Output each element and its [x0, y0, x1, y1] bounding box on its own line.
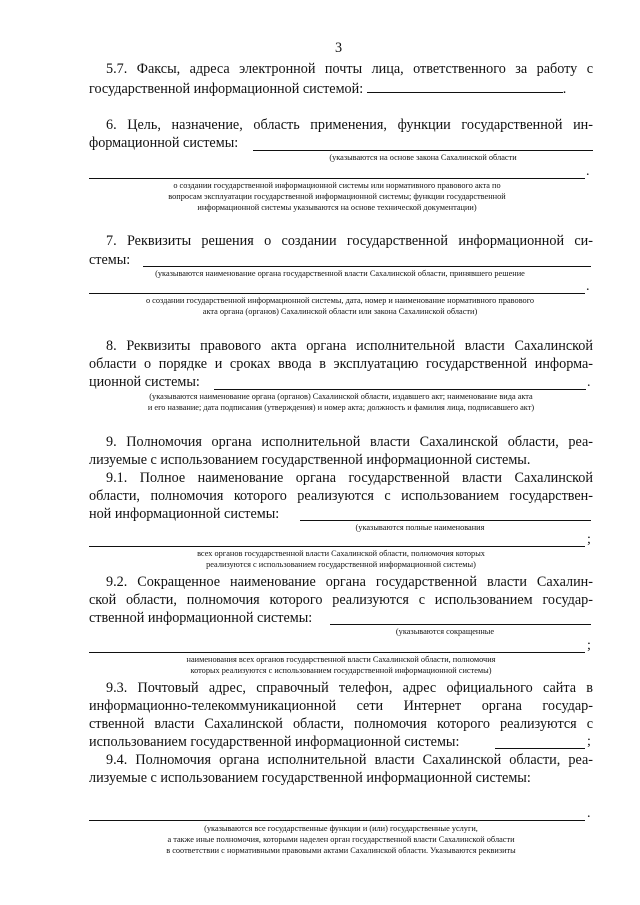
purpose-field-line-1[interactable] [253, 150, 593, 151]
section-7-end-punct: . [586, 279, 590, 294]
section-9-3-line-3: ственной власти Сахалинской области, полномочия которого реализуются с [89, 716, 593, 732]
section-9-4-line-1: 9.4. Полномочия органа исполнительной власти Сахалинской области, реа- [106, 752, 593, 768]
section-9-2-caption-1: (указываются сокращенные [395, 627, 495, 636]
section-7-line-1: 7. Реквизиты решения о создании государственной информационной си- [106, 233, 593, 249]
section-9-2-caption-2a: наименования всех органов государственной власти Сахалинской области, полномочия [186, 655, 496, 664]
section-9-1-caption-2b: реализуются с использованием государственной информационной системы) [206, 560, 476, 569]
section-9-1-caption-1: (указываются полные наименования [355, 523, 485, 532]
fax-email-field[interactable] [367, 80, 563, 93]
section-9-1-line-2: области, полномочия которого реализуются с использованием государствен- [89, 488, 593, 504]
decision-field-line-2[interactable] [89, 293, 585, 294]
section-9-3-line-1: 9.3. Почтовый адрес, справочный телефон, адрес официального сайта в [106, 680, 593, 696]
section-6-caption-2b: вопросам эксплуатации государственной информационной системы; функции государственной [168, 192, 506, 201]
legal-act-field-line[interactable] [214, 389, 586, 390]
section-8-line-2: области о порядке и сроках ввода в эксплуатацию государственной информа- [89, 356, 593, 372]
section-9-2-end-punct: ; [587, 638, 591, 653]
section-6-caption-2a: о создании государственной информационной системы или нормативного правового акта по [173, 181, 501, 190]
decision-field-line-1[interactable] [143, 266, 591, 267]
section-9-4-caption-1b: а также иные полномочия, которыми наделен орган государственной власти Сахалинской области [167, 835, 515, 844]
section-9-2-caption-2b: которых реализуются с использованием государственной информационной системы) [190, 666, 492, 675]
section-9-4-end-punct: . [587, 806, 591, 821]
section-9-2-line-3: ственной информационной системы: [89, 610, 313, 626]
section-8-caption-1b: и его название; дата подписания (утверждения) и номер акта; должность и фамилия лица, подписавшего акт) [147, 403, 535, 412]
section-9-line-2: лизуемые с использованием государственной информационной системы. [89, 452, 531, 468]
section-5-7-line-1: 5.7. Факсы, адреса электронной почты лица, ответственного за работу с [106, 61, 593, 77]
section-6-line-2: формационной системы: [89, 135, 239, 151]
purpose-field-line-2[interactable] [89, 178, 585, 179]
section-7-caption-1: (указываются наименование органа государственной власти Сахалинской области, принявшего решение [155, 269, 525, 278]
section-6-caption-1: (указываются на основе закона Сахалинской области [329, 153, 517, 162]
section-9-2-line-2: ской области, полномочия которого реализуются с использованием государ- [89, 592, 593, 608]
section-9-3-end-punct: ; [587, 734, 591, 749]
section-9-4-line-2: лизуемые с использованием государственной информационной системы: [89, 770, 531, 786]
section-9-3-line-4: использованием государственной информационной системы: [89, 734, 460, 750]
section-8-line-3: ционной системы: [89, 374, 200, 390]
section-8-line-1: 8. Реквизиты правового акта органа исполнительной власти Сахалинской [106, 338, 593, 354]
section-9-1-line-3: ной информационной системы: [89, 506, 280, 522]
section-6-line-1: 6. Цель, назначение, область применения, функции государственной ин- [106, 117, 593, 133]
section-9-1-end-punct: ; [587, 532, 591, 547]
section-8-caption-1a: (указываются наименование органа (органов) Сахалинской области, издавшего акт; наименование вида акта [149, 392, 533, 401]
full-name-field-line-1[interactable] [300, 520, 591, 521]
page-number: 3 [335, 40, 343, 56]
section-9-3-line-2: информационно-телекоммуникационной сети Интернет органа государ- [89, 698, 593, 714]
section-7-caption-2a: о создании государственной информационной системы, дата, номер и наименование нормативного правового [145, 296, 535, 305]
full-name-field-line-2[interactable] [89, 546, 585, 547]
section-6-end-punct: . [586, 164, 590, 179]
section-8-end-punct: . [587, 375, 591, 390]
section-7-caption-2b: акта органа (органов) Сахалинской области или закона Сахалинской области) [202, 307, 478, 316]
section-6-caption-2c: информационной системы указываются на основе технической документации) [197, 203, 477, 212]
section-9-line-1: 9. Полномочия органа исполнительной власти Сахалинской области, реа- [106, 434, 593, 450]
section-9-1-caption-2a: всех органов государственной власти Сахалинской области, полномочия которых [197, 549, 485, 558]
short-name-field-line-2[interactable] [89, 652, 585, 653]
section-7-line-2: стемы: [89, 252, 131, 268]
contacts-field-line[interactable] [495, 748, 585, 749]
short-name-field-line-1[interactable] [330, 624, 591, 625]
powers-field-line[interactable] [89, 820, 585, 821]
section-9-1-line-1: 9.1. Полное наименование органа государственной власти Сахалинской [106, 470, 593, 486]
section-9-4-caption-1a: (указываются все государственные функции и (или) государственные услуги, [204, 824, 478, 833]
section-5-7-label: государственной информационной системой: [89, 81, 364, 97]
section-5-7-line-2: государственной информационной системой: . [89, 81, 567, 97]
section-9-4-caption-1c: в соответствии с нормативными правовыми актами Сахалинской области. Указываются реквизиты [166, 846, 516, 855]
section-9-2-line-1: 9.2. Сокращенное наименование органа государственной власти Сахалин- [106, 574, 593, 590]
